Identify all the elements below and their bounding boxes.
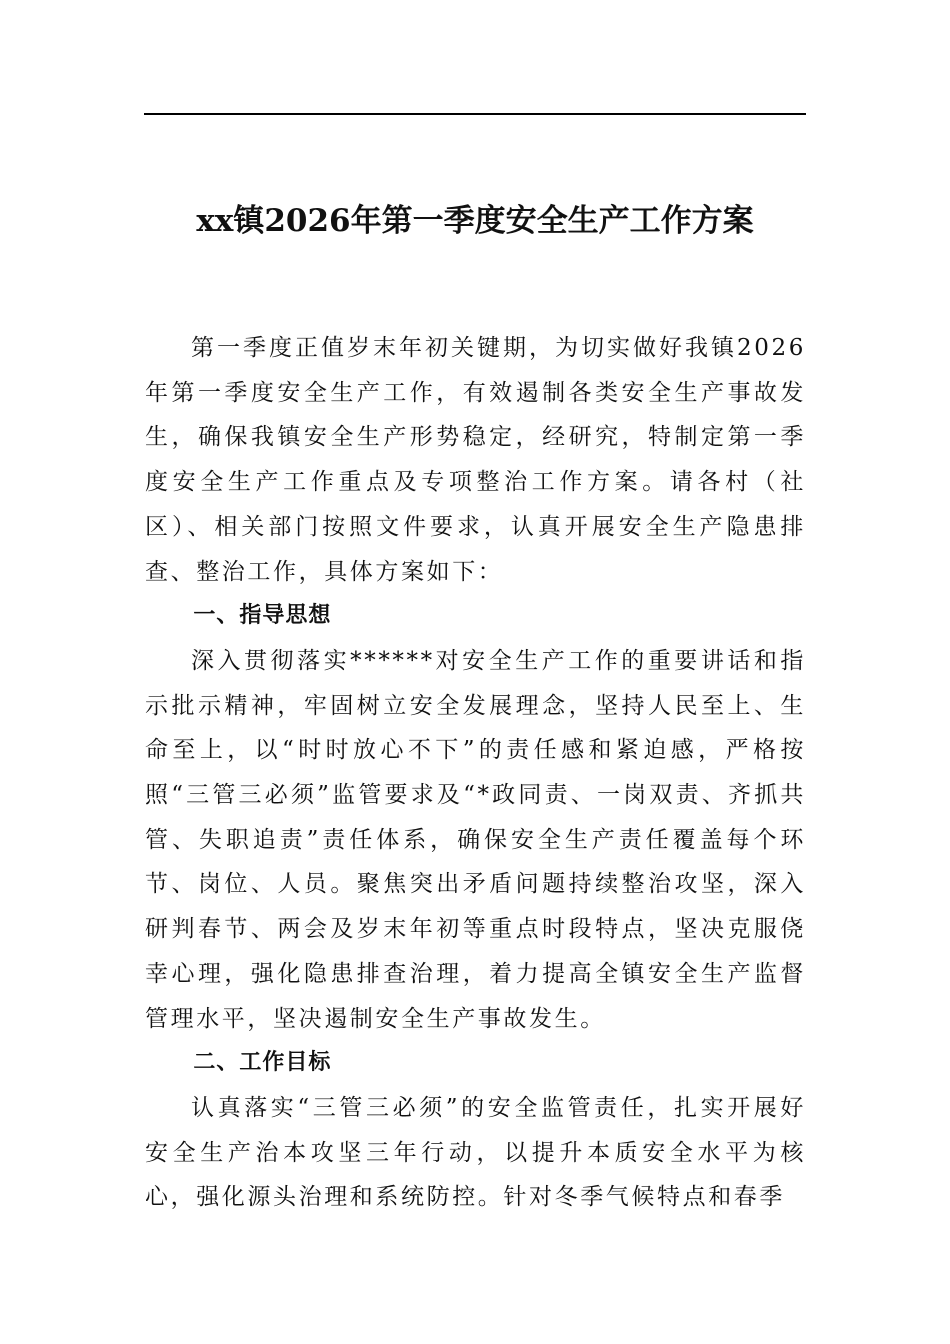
document-title: xx镇2026年第一季度安全生产工作方案 bbox=[196, 203, 754, 239]
section-paragraph-guiding-ideology: 深入贯彻落实******对安全生产工作的重要讲话和指示批示精神，牢固树立安全发展理念，坚持人民至上、生命至上，以“时时放心不下”的责任感和紧迫感，严格按照“三管三必须”监管要求及“*政同责、一岗双责、齐抓共管、失职追责”责任体系，确保安全生产责任覆盖每个环节、岗位、人员。聚焦突出矛盾问题持续整治攻坚，深入研判春节、两会及岁末年初等重点时段特点，坚决克服侥幸心理，强化隐患排查治理，着力提高全镇安全生产监督管理水平，坚决遏制安全生产事故发生。 bbox=[145, 647, 806, 1032]
section-paragraph-work-goals: 认真落实“三管三必须”的安全监管责任，扎实开展好安全生产治本攻坚三年行动，以提升本质安全水平为核心，强化源头治理和系统防控。针对冬季气候特点和春季 bbox=[145, 1094, 806, 1211]
section-heading-guiding-ideology: 一、指导思想 bbox=[193, 603, 332, 629]
document-body bbox=[145, 326, 806, 1220]
header-rule bbox=[144, 113, 806, 115]
intro-paragraph: 第一季度正值岁末年初关键期，为切实做好我镇2026年第一季度安全生产工作，有效遏制各类安全生产事故发生，确保我镇安全生产形势稳定，经研究，特制定第一季度安全生产工作重点及专项整治工作方案。请各村（社区）、相关部门按照文件要求，认真开展安全生产隐患排查、整治工作，具体方案如下： bbox=[145, 335, 806, 585]
section-heading-work-goals: 二、工作目标 bbox=[193, 1050, 332, 1076]
